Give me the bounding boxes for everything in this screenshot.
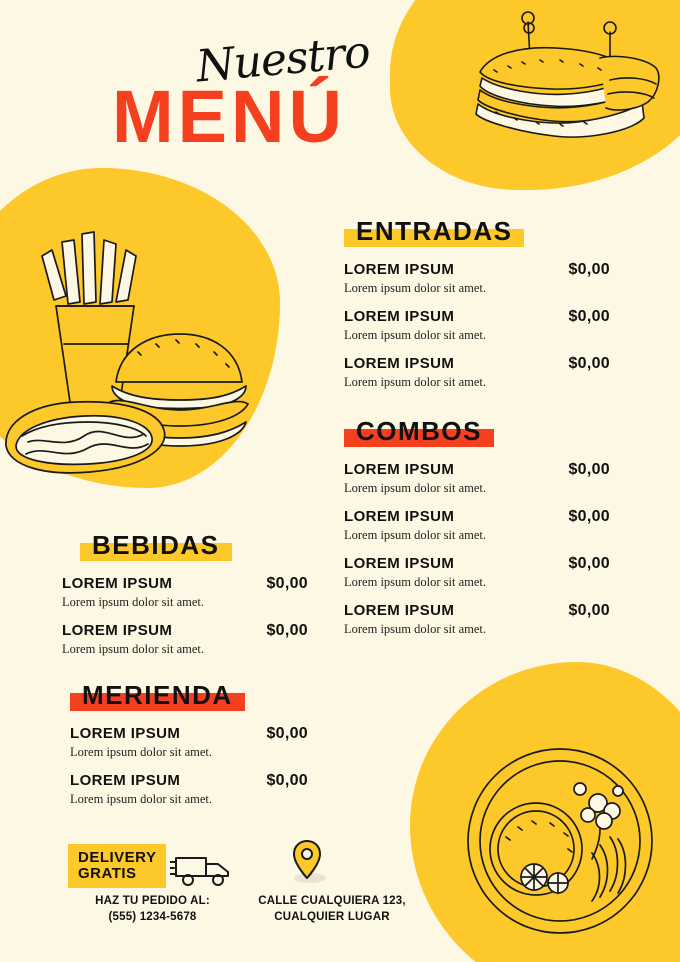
section-title-wrap-bebidas [80,528,232,563]
item-price: $0,00 [266,622,308,639]
item-name: LOREM IPSUM [344,308,455,325]
item-description: Lorem ipsum dolor sit amet. [70,792,212,806]
address-block [232,894,432,925]
section-title-combos: COMBOS [356,416,482,446]
item-name: LOREM IPSUM [344,555,455,572]
menu-item [62,575,308,610]
item-name: LOREM IPSUM [70,772,181,789]
section-title-wrap-entradas [344,214,524,249]
section-merienda [62,678,308,819]
item-name: LOREM IPSUM [70,725,181,742]
order-phone-block [60,894,245,925]
section-entradas [344,214,610,402]
item-name: LOREM IPSUM [344,261,455,278]
item-price: $0,00 [266,575,308,592]
page-title: MENÚ [112,75,346,158]
section-bebidas [62,528,308,669]
location-pin-icon [278,840,330,891]
menu-item [344,355,610,390]
delivery-truck-icon [170,850,236,895]
menu-item [344,555,610,590]
order-phone-number: (555) 1234-5678 [108,910,197,923]
menu-item [344,508,610,543]
item-name: LOREM IPSUM [344,508,455,525]
item-description: Lorem ipsum dolor sit amet. [70,745,212,759]
script-title: Nuestro [194,26,372,93]
section-title-wrap-combos [344,414,494,449]
address-line-1: CALLE CUALQUIERA 123, [258,895,406,907]
menu-item [70,772,308,807]
item-list-merienda [70,725,308,807]
item-list-combos [344,461,610,637]
menu-item [62,622,308,657]
item-description: Lorem ipsum dolor sit amet. [344,281,486,295]
item-price: $0,00 [266,772,308,789]
item-price: $0,00 [568,461,610,478]
item-price: $0,00 [568,261,610,278]
section-title-entradas: ENTRADAS [356,216,513,246]
item-description: Lorem ipsum dolor sit amet. [344,622,486,636]
item-name: LOREM IPSUM [344,602,455,619]
section-title-merienda: MERIENDA [82,680,233,710]
burger-fries-hotdog-illustration [0,196,288,491]
item-price: $0,00 [568,508,610,525]
item-list-entradas [344,261,610,390]
item-list-bebidas [62,575,308,657]
section-title-bebidas: BEBIDAS [92,530,220,560]
item-description: Lorem ipsum dolor sit amet. [344,375,486,389]
menu-item [70,725,308,760]
item-price: $0,00 [568,555,610,572]
delivery-badge [68,844,166,888]
delivery-line-1: DELIVERY [78,849,157,866]
item-description: Lorem ipsum dolor sit amet. [344,575,486,589]
item-name: LOREM IPSUM [62,575,173,592]
address-line-2: CUALQUIER LUGAR [274,910,390,923]
item-price: $0,00 [568,355,610,372]
item-description: Lorem ipsum dolor sit amet. [344,481,486,495]
item-price: $0,00 [568,602,610,619]
item-description: Lorem ipsum dolor sit amet. [62,595,204,609]
item-price: $0,00 [266,725,308,742]
menu-item [344,261,610,296]
item-name: LOREM IPSUM [62,622,173,639]
section-combos [344,414,610,649]
delivery-line-2: GRATIS [78,864,137,882]
item-price: $0,00 [568,308,610,325]
order-call-label: HAZ TU PEDIDO AL: [95,895,210,907]
footer [0,832,680,962]
item-description: Lorem ipsum dolor sit amet. [344,528,486,542]
item-name: LOREM IPSUM [344,461,455,478]
menu-item [344,308,610,343]
item-description: Lorem ipsum dolor sit amet. [344,328,486,342]
header [0,0,680,190]
menu-item [344,602,610,637]
menu-item [344,461,610,496]
item-name: LOREM IPSUM [344,355,455,372]
section-title-wrap-merienda [70,678,245,713]
item-description: Lorem ipsum dolor sit amet. [62,642,204,656]
